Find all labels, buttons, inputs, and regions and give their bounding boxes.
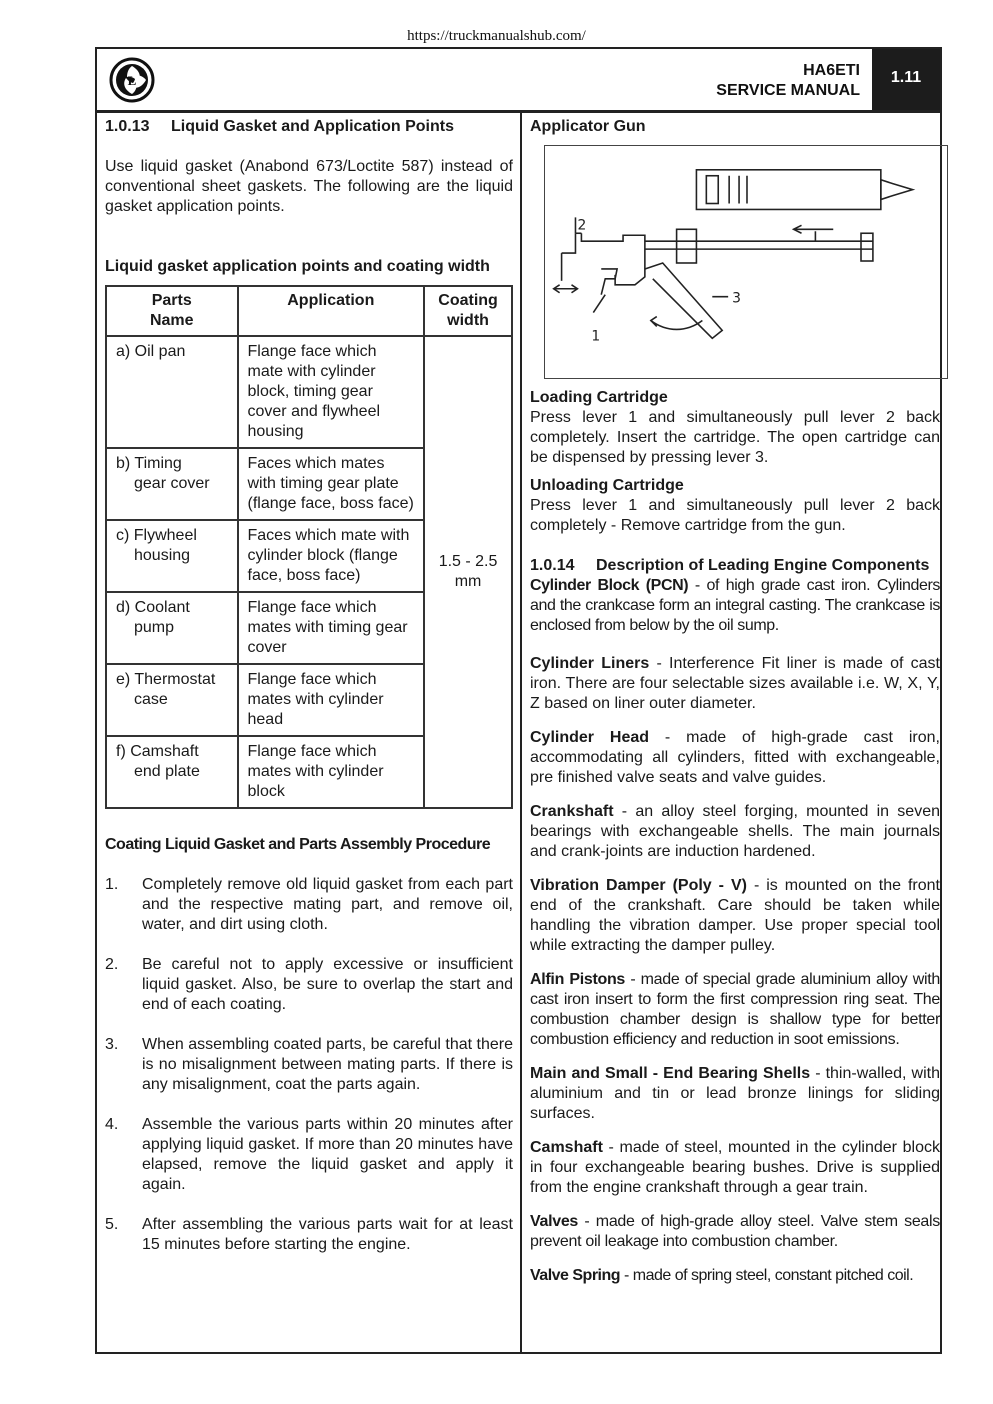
list-item — [105, 875, 513, 935]
part-name: f) Camshaft — [116, 743, 199, 760]
part-name: e) Thermostat — [116, 671, 216, 688]
component-item — [530, 970, 940, 1050]
component-name: Vibration Damper (Poly - V) — [530, 877, 747, 894]
list-item — [105, 1215, 513, 1255]
col-header-coating: Coating width — [424, 286, 512, 336]
part-name-cont: pump — [134, 619, 175, 636]
part-name-cont: housing — [134, 547, 191, 564]
part-cell — [106, 448, 238, 520]
component-item — [530, 1064, 940, 1124]
right-column — [530, 117, 940, 1300]
component-item — [530, 1266, 940, 1286]
part-name: d) Coolant — [116, 599, 190, 616]
component-name: Alfin Pistons — [530, 971, 626, 988]
part-name: c) Flywheel — [116, 527, 197, 544]
step-text: When assembling coated parts, be careful that there is no misalignment between mating parts. If there is any misalignment, coat the parts again. — [142, 1036, 513, 1093]
loading-text: Press lever 1 and simultaneously pull lever 2 back completely. Insert the cartridge. The open cartridge can be dispensed by pressing lever 3. — [530, 409, 940, 466]
step-text: Assemble the various parts within 20 minutes after applying liquid gasket. If more than 20 minutes have elapsed, remove the liquid gasket and apply it again. — [142, 1116, 513, 1193]
component-desc: - made of spring steel, constant pitched coil. — [620, 1267, 914, 1284]
page-number: 1.11 — [872, 49, 940, 110]
unloading-text: Press lever 1 and simultaneously pull lever 2 back completely - Remove cartridge from the gun. — [530, 497, 940, 534]
component-desc: - made of special grade aluminium alloy with cast iron insert to form the first compression ring seat. The combustion chamber design is shallow type for better combustion efficiency and reduction in soot emissions. — [530, 971, 940, 1048]
component-name: Cylinder Liners — [530, 655, 650, 672]
page-frame — [95, 47, 942, 1354]
step-number: 1. — [105, 876, 119, 893]
list-item — [105, 1035, 513, 1095]
source-url[interactable]: https://truckmanualshub.com/ — [407, 28, 586, 44]
applicator-gun-diagram — [544, 145, 948, 379]
component-desc: - made of high-grade cast iron, accommodating all cylinders, fitted with exchangeable, pre finished valve seats and valve guides. — [530, 729, 940, 786]
col-header-application: Application — [238, 286, 425, 336]
section-heading-1014 — [530, 556, 940, 576]
coating-width-value: 1.5 - 2.5 mm — [438, 553, 498, 590]
component-item — [530, 876, 940, 956]
application-cell: Flange face which mate with cylinder block, timing gear cover and flywheel housing — [238, 336, 425, 448]
component-desc: - thin-walled, with aluminium and tin or lead bronze linings for sliding surfaces. — [530, 1065, 941, 1122]
step-text: Completely remove old liquid gasket from each part and the respective mating part, and remove oil, water, and dirt using cloth. — [142, 876, 513, 933]
part-name: b) Timing — [116, 455, 182, 472]
table-header-row — [106, 286, 512, 336]
label-3: 3 — [732, 290, 741, 307]
part-cell — [106, 592, 238, 664]
component-item — [530, 728, 940, 788]
label-2: 2 — [577, 217, 587, 234]
component-desc: - of high grade cast iron. Cylinders and the crankcase form an integral casting. The crankcase is enclosed from below by the oil sump. — [530, 577, 940, 634]
component-desc: - an alloy steel forging, mounted in seven bearings with exchangeable shells. The main journals and crank-joints are induction hardened. — [530, 803, 940, 860]
list-item — [105, 955, 513, 1015]
component-desc: - made of steel, mounted in the cylinder block in four exchangeable bearing bushes. Drive is supplied from the engine crankshaft through a gear train. — [530, 1139, 940, 1196]
gasket-table — [105, 285, 513, 809]
part-cell — [106, 736, 238, 808]
column-divider — [520, 110, 522, 1352]
table-row — [106, 336, 512, 448]
component-item — [530, 576, 940, 636]
coating-width-cell — [424, 336, 512, 808]
step-number: 4. — [105, 1116, 119, 1133]
section-number: 1.0.14 — [530, 557, 575, 574]
left-column — [105, 117, 513, 1275]
component-name: Crankshaft — [530, 803, 614, 820]
part-name-cont: case — [134, 691, 168, 708]
col-header-parts: Parts Name — [106, 286, 238, 336]
unloading-title: Unloading Cartridge — [530, 477, 684, 494]
section-heading-1013 — [105, 117, 513, 137]
table-title: Liquid gasket application points and coating width — [105, 258, 490, 275]
component-name: Valve Spring — [530, 1267, 621, 1284]
section-number: 1.0.13 — [105, 118, 150, 135]
part-name-cont: end plate — [134, 763, 200, 780]
procedure-title: Coating Liquid Gasket and Parts Assembly Procedure — [105, 836, 491, 853]
ashok-leyland-logo-icon — [109, 57, 155, 103]
component-item — [530, 1212, 940, 1252]
step-number: 2. — [105, 956, 119, 973]
intro-paragraph: Use liquid gasket (Anabond 673/Loctite 587) instead of conventional sheet gaskets. The following are the liquid gasket application points. — [105, 158, 513, 215]
part-cell — [106, 664, 238, 736]
part-name-cont: gear cover — [134, 475, 210, 492]
gun-title: Applicator Gun — [530, 118, 646, 135]
application-cell: Faces which mate with cylinder block (flange face, boss face) — [238, 520, 425, 592]
application-cell: Faces which mates with timing gear plate (flange face, boss face) — [238, 448, 425, 520]
part-cell — [106, 336, 238, 448]
application-cell: Flange face which mates with cylinder head — [238, 664, 425, 736]
header-manual: SERVICE MANUAL — [716, 82, 860, 99]
header-title — [716, 61, 860, 101]
step-text: After assembling the various parts wait for at least 15 minutes before starting the engine. — [142, 1216, 513, 1253]
procedure-steps — [105, 875, 513, 1255]
component-name: Valves — [530, 1213, 579, 1230]
component-item — [530, 802, 940, 862]
component-desc: - Interference Fit liner is made of cast iron. There are four selectable sizes available i.e. W, X, Y, Z based on liner outer diameter. — [530, 655, 941, 712]
label-1: 1 — [591, 328, 601, 345]
loading-title: Loading Cartridge — [530, 389, 668, 406]
part-name: a) Oil pan — [116, 343, 186, 360]
component-name: Cylinder Head — [530, 729, 650, 746]
application-cell: Flange face which mates with timing gear cover — [238, 592, 425, 664]
step-text: Be careful not to apply excessive or insufficient liquid gasket. Also, be sure to overlap the start and end of each coating. — [142, 956, 513, 1013]
list-item — [105, 1115, 513, 1195]
component-name: Main and Small - End Bearing Shells — [530, 1065, 811, 1082]
step-number: 5. — [105, 1216, 119, 1233]
component-name: Camshaft — [530, 1139, 603, 1156]
section-title: Description of Leading Engine Components — [596, 557, 930, 574]
page-header — [97, 49, 940, 113]
part-cell — [106, 520, 238, 592]
component-item — [530, 654, 940, 714]
svg-text:L: L — [127, 73, 137, 88]
step-number: 3. — [105, 1036, 119, 1053]
component-desc: - is mounted on the front end of the crankshaft. Care should be taken while handling the vibration damper. Use proper special tool while extracting the damper pulley. — [530, 877, 941, 954]
component-item — [530, 1138, 940, 1198]
section-title: Liquid Gasket and Application Points — [171, 118, 454, 135]
application-cell: Flange face which mates with cylinder block — [238, 736, 425, 808]
component-desc: - made of high-grade alloy steel. Valve stem seals prevent oil leakage into combustion chamber. — [530, 1213, 940, 1250]
component-name: Cylinder Block (PCN) — [530, 577, 689, 594]
header-model: HA6ETI — [803, 62, 860, 79]
